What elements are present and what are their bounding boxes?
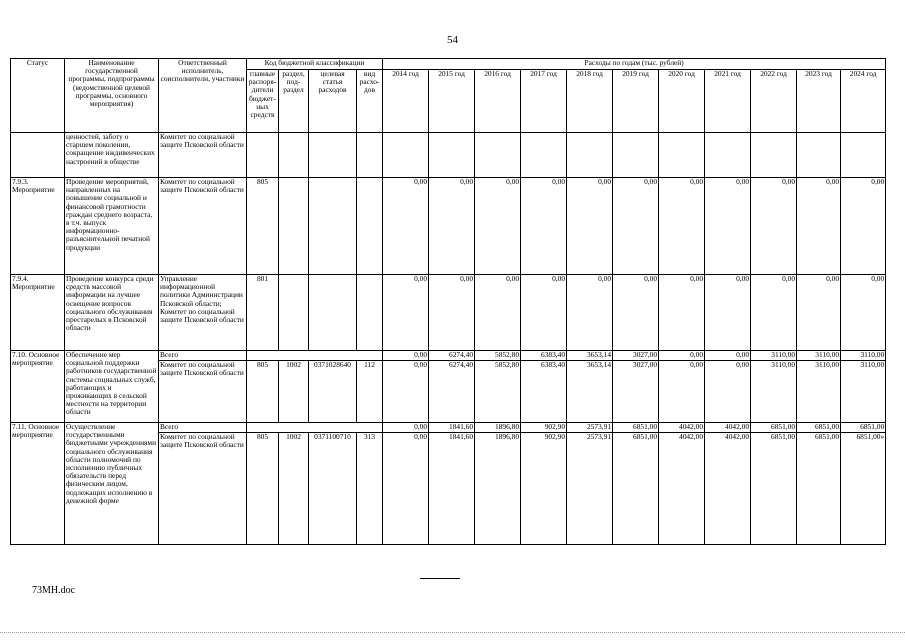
row-value: 1896,80 [475, 433, 521, 545]
row-value: 0,00 [659, 178, 705, 275]
row-value: 0,00 [383, 351, 429, 361]
page-number: 54 [447, 34, 458, 46]
row-value: 0,00 [429, 178, 475, 275]
footer-filename: 73МН.doc [32, 585, 76, 596]
row-value: 3110,00 [751, 361, 797, 423]
col-year: 2016 год [475, 70, 521, 133]
row-value: 3110,00 [797, 351, 841, 361]
row-name: ценностей, заботу о старшем поколении, сокращение иждивенческих настроений в обществе [65, 133, 159, 178]
row-value: 1896,80 [475, 423, 521, 433]
col-year: 2020 год [659, 70, 705, 133]
row-grbs: 805 [247, 178, 279, 275]
row-value: 6851,00 [613, 433, 659, 545]
row-value: 0,00 [475, 275, 521, 351]
row-value: 0,00 [841, 178, 886, 275]
col-year: 2023 год [797, 70, 841, 133]
row-value: 0,00 [475, 178, 521, 275]
row-value: 6851,00 [841, 423, 886, 433]
row-value: 902,90 [521, 423, 567, 433]
row-grbs [247, 133, 279, 178]
row-value: 1841,60 [429, 423, 475, 433]
row-total-label: Всего [159, 423, 247, 433]
row-value: 0,00 [613, 275, 659, 351]
col-year: 2024 год [841, 70, 886, 133]
row-executor: Комитет по социальной защите Псковской области [159, 178, 247, 275]
row-value: 3653,14 [567, 351, 613, 361]
row-value: 0,00 [797, 275, 841, 351]
row-value: 0,00 [383, 361, 429, 423]
row-executor: Комитет по социальной защите Псковской области [159, 433, 247, 545]
row-status: 7.10. Основное мероприятие [11, 351, 65, 423]
row-value: 0,00 [383, 178, 429, 275]
row-name: Проведение конкурса среди средств массовой информации на лучшее освещение вопросов социального обслуживания престарелых в Псковской области [65, 275, 159, 351]
row-value: 3027,00 [613, 361, 659, 423]
program-table [10, 58, 886, 545]
row-value [841, 133, 886, 178]
row-value: 0,00 [659, 351, 705, 361]
col-target: целевая статья расходов [309, 70, 357, 133]
row-value: 3110,00 [841, 351, 886, 361]
row-status: 7.9.3. Мероприятие [11, 178, 65, 275]
row-value [751, 133, 797, 178]
row-value: 1841,60 [429, 433, 475, 545]
row-target: 0371028640 [309, 361, 357, 423]
row-target [309, 133, 357, 178]
row-value: 0,00 [841, 275, 886, 351]
row-value [797, 133, 841, 178]
col-type: вид расхо- дов [357, 70, 383, 133]
col-year: 2014 год [383, 70, 429, 133]
row-value: 0,00 [705, 361, 751, 423]
row-target: 0371100710 [309, 433, 357, 545]
row-value: 4042,00 [705, 423, 751, 433]
row-target [309, 275, 357, 351]
row-section [279, 133, 309, 178]
row-value: 0,00 [567, 275, 613, 351]
row-value: 0,00 [429, 275, 475, 351]
row-executor: Управление информационной политики Администрации Псковской области; Комитет по социальной защите Псковской области [159, 275, 247, 351]
row-total-label: Всего [159, 351, 247, 361]
row-name: Осуществление государственными бюджетными учреждениями социального обслуживания области полномочий по исполнению публичных обязательств перед физическим лицом, подлежащих исполнению в денежной форме [65, 423, 159, 545]
row-target [309, 178, 357, 275]
row-value: 3110,00 [841, 361, 886, 423]
row-section [279, 178, 309, 275]
row-grbs: 805 [247, 433, 279, 545]
row-value: 0,00 [521, 275, 567, 351]
row-executor: Комитет по социальной защите Псковской области [159, 133, 247, 178]
col-year: 2018 год [567, 70, 613, 133]
row-value: 0,00 [567, 178, 613, 275]
row-value: 0,00 [659, 275, 705, 351]
table-row [11, 275, 886, 351]
row-value: 0,00 [705, 275, 751, 351]
row-section: 1002 [279, 361, 309, 423]
row-value: 0,00 [521, 178, 567, 275]
row-value: 6274,40 [429, 361, 475, 423]
row-value [429, 133, 475, 178]
row-status: 7.11. Основное мероприятие [11, 423, 65, 545]
row-value [521, 133, 567, 178]
col-year: 2015 год [429, 70, 475, 133]
row-name: Проведение мероприятий, направленных на повышение социальной и финансовой грамотности граждан среднего возраста, в т.ч. выпуск информационно-разъяснительной печатной продукции [65, 178, 159, 275]
table-row-total [11, 351, 886, 361]
row-value: 3110,00 [797, 361, 841, 423]
col-expenses: Расходы по годам (тыс. рублей) [383, 59, 886, 70]
row-value [659, 133, 705, 178]
row-codes-empty [247, 351, 383, 361]
row-value: 6383,40 [521, 351, 567, 361]
row-value: 6851,00 [613, 423, 659, 433]
table-row-total [11, 423, 886, 433]
row-value: 0,00 [383, 433, 429, 545]
row-value: 6383,40 [521, 361, 567, 423]
row-type: 313 [357, 433, 383, 545]
row-value: 3110,00 [751, 351, 797, 361]
row-value: 0,00 [383, 423, 429, 433]
row-value [613, 133, 659, 178]
row-value: 0,00 [613, 178, 659, 275]
row-value: 6851,00 [751, 423, 797, 433]
row-grbs: 805 [247, 361, 279, 423]
col-name: Наименование государственной программы, подпрограммы (ведомственной целевой программы, основного мероприятия) [65, 59, 159, 133]
row-executor: Комитет по социальной защите Псковской области [159, 361, 247, 423]
row-value: 0,00 [383, 275, 429, 351]
row-value: 4042,00 [705, 433, 751, 545]
row-grbs: 801 [247, 275, 279, 351]
row-value: 4042,00 [659, 423, 705, 433]
col-year: 2022 год [751, 70, 797, 133]
row-value: 6851,00 [797, 433, 841, 545]
row-type [357, 178, 383, 275]
row-value [475, 133, 521, 178]
col-year: 2017 год [521, 70, 567, 133]
scan-edge-divider [0, 632, 905, 633]
col-year: 2021 год [705, 70, 751, 133]
row-value: 0,00 [751, 178, 797, 275]
row-section: 1002 [279, 433, 309, 545]
row-value [383, 133, 429, 178]
row-status [11, 133, 65, 178]
col-section: раздел, под- раздел [279, 70, 309, 133]
row-value: 6274,40 [429, 351, 475, 361]
row-value: 0,00 [705, 178, 751, 275]
col-status: Статус [11, 59, 65, 133]
table-row [11, 178, 886, 275]
row-value: 2573,91 [567, 423, 613, 433]
row-value: 902,90 [521, 433, 567, 545]
row-value: 6851,00 [751, 433, 797, 545]
col-year: 2019 год [613, 70, 659, 133]
row-value: 0,00 [751, 275, 797, 351]
footer-rule [420, 578, 460, 579]
row-value [705, 133, 751, 178]
row-value: 4042,00 [659, 433, 705, 545]
row-section [279, 275, 309, 351]
row-status: 7.9.4. Мероприятие [11, 275, 65, 351]
row-value [567, 133, 613, 178]
row-value: 6851,00» [841, 433, 886, 545]
row-type [357, 275, 383, 351]
col-executor: Ответственный исполнитель, соисполнители, участники [159, 59, 247, 133]
row-value: 6851,00 [797, 423, 841, 433]
row-name: Обеспечение мер социальной поддержки работников государственной системы социальных служб, работающих и проживающих в сельской местности на территории области [65, 351, 159, 423]
row-value: 2573,91 [567, 433, 613, 545]
row-value: 0,00 [797, 178, 841, 275]
row-value: 0,00 [659, 361, 705, 423]
row-value: 3027,00 [613, 351, 659, 361]
row-value: 0,00 [705, 351, 751, 361]
row-type [357, 133, 383, 178]
row-value: 5852,80 [475, 361, 521, 423]
row-type: 112 [357, 361, 383, 423]
row-codes-empty [247, 423, 383, 433]
row-value: 3653,14 [567, 361, 613, 423]
table-row [11, 133, 886, 178]
col-budget-code: Код бюджетной классификации [247, 59, 383, 70]
row-value: 5852,80 [475, 351, 521, 361]
col-grbs: главные распоря- дители бюджет- ных средств [247, 70, 279, 133]
